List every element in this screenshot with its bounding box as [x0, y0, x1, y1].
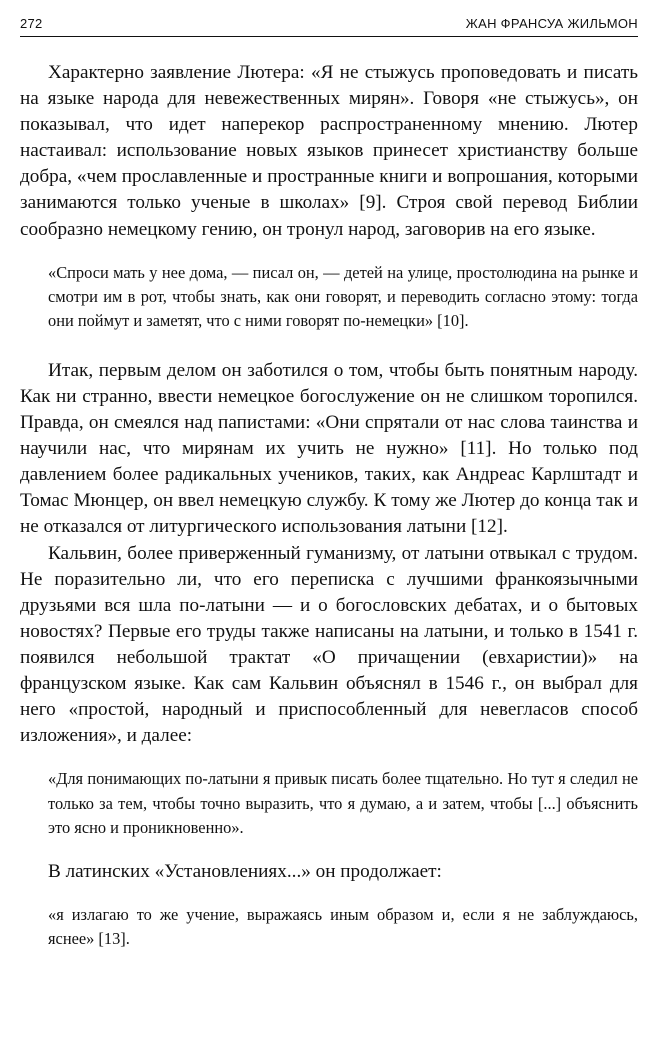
running-title: ЖАН ФРАНСУА ЖИЛЬМОН [465, 16, 638, 31]
paragraph-luther-service: Итак, первым делом он заботился о том, чтобы быть понятным народу. Как ни странно, ввести немецкое богослужение он не слишком торопился. Правда, он смеялся над папистами: «Они спрятали от нас слова таинства и научили нас, что мирянам их учить не нужно» [11]. Но только под давлением более радикальных учеников, таких, как Андреас Карлштадт и Томас Мюнцер, он ввел немецкую службу. К тому же Лютер до конца так и не отказался от литургического использования латыни [12]. [20, 359, 638, 538]
block-quote-institutes: «я излагаю то же учение, выражаясь иным образом и, если я не заблуждаюсь, яснее» [13]. [48, 904, 638, 948]
paragraph-institutes-intro: В латинских «Установлениях...» он продолжает: [48, 860, 442, 882]
paragraph-luther-statement: Характерно заявление Лютера: «Я не стыжусь проповедовать и писать на языке народа для невежественных мирян». Говоря «не стыжусь», он показывал, что идет наперекор распространенному мнению. Лютер настаивал: использование новых языков принесет христианству больше добра, «чем прославленные и пространные книги и вопрошания, которыми занимаются только ученые в школах» [9]. Строя свой перевод Библии сообразно немецкому гению, он тронул народ, заговорив на его языке. [20, 62, 638, 240]
paragraph-calvin: Кальвин, более приверженный гуманизму, от латыни отвыкал с трудом. Не поразительно ли, что его переписка с лучшими франкоязычными друзьями вся шла по-латыни — и о богословских дебатах, и о бытовых новостях? Первые его труды также написаны на латыни, и только в 1541 г. появился небольшой трактат «О причащении (евхаристии)» на французском языке. Как сам Кальвин объяснял в 1546 г., он выбрал для него «простой, народный и приспособленный для невегласов способ изложения», и далее: [20, 542, 638, 747]
block-quote-calvin: «Для понимающих по-латыни я привык писать более тщательно. Но тут я следил не только за тем, чтобы точно выразить, что я думаю, а и затем, чтобы [...] объяснить это ясно и проникновенно». [48, 769, 638, 838]
page-body [20, 60, 638, 951]
block-quote-luther: «Спроси мать у нее дома, — писал он, — детей на улице, простолюдина на рынке и смотри им в рот, чтобы знать, как они говорят, и переводить согласно этому: тогда они поймут и заметят, что с ними говорят по-немецки» [10]. [48, 262, 638, 331]
page-number: 272 [20, 16, 43, 31]
running-header [20, 14, 638, 37]
